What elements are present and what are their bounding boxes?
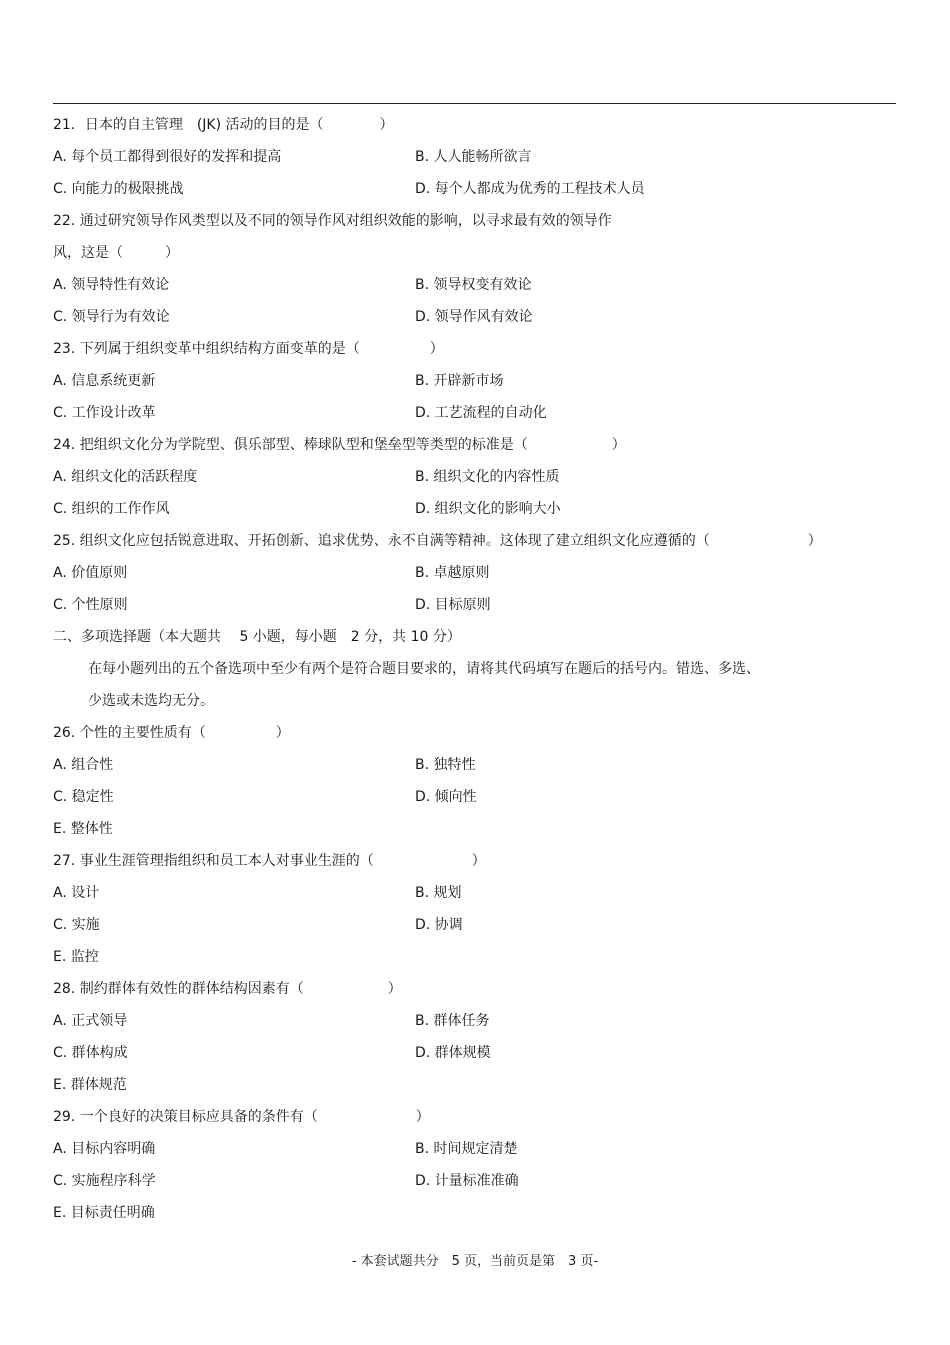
option-right: D. 组织文化的影响大小 [415, 501, 561, 517]
question-line: 27. 事业生涯管理指组织和员工本人对事业生涯的（ ） [53, 853, 486, 869]
option-row [53, 1170, 903, 1202]
option-left: C. 向能力的极限挑战 [53, 181, 184, 197]
option-row [53, 754, 903, 786]
option-left: A. 正式领导 [53, 1013, 128, 1029]
option-row [53, 178, 903, 210]
question-line: 26. 个性的主要性质有（ ） [53, 725, 290, 741]
option-right: D. 协调 [415, 917, 463, 933]
option-left: C. 稳定性 [53, 789, 114, 805]
question-line: E. 监控 [53, 949, 99, 965]
question-line: E. 目标责任明确 [53, 1205, 155, 1221]
option-left: A. 目标内容明确 [53, 1141, 156, 1157]
option-row [53, 274, 903, 306]
option-right: B. 独特性 [415, 757, 476, 773]
instruction-line: 在每小题列出的五个备选项中至少有两个是符合题目要求的，请将其代码填写在题后的括号内。错选、多选、 [88, 661, 760, 677]
option-right: D. 每个人都成为优秀的工程技术人员 [415, 181, 645, 197]
option-right: B. 时间规定清楚 [415, 1141, 518, 1157]
option-right: D. 倾向性 [415, 789, 477, 805]
option-left: C. 领导行为有效论 [53, 309, 170, 325]
option-left: C. 工作设计改革 [53, 405, 156, 421]
question-line: 28. 制约群体有效性的群体结构因素有（ ） [53, 981, 402, 997]
option-row [53, 370, 903, 402]
option-right: D. 领导作风有效论 [415, 309, 533, 325]
option-row [53, 1010, 903, 1042]
option-row [53, 562, 903, 594]
option-row [53, 786, 903, 818]
option-row [53, 402, 903, 434]
option-left: C. 组织的工作作风 [53, 501, 170, 517]
option-left: C. 实施 [53, 917, 100, 933]
option-row [53, 882, 903, 914]
option-right: D. 计量标准准确 [415, 1173, 519, 1189]
option-row [53, 306, 903, 338]
question-line: 22. 通过研究领导作风类型以及不同的领导作风对组织效能的影响，以寻求最有效的领导作 [53, 213, 612, 229]
option-left: A. 信息系统更新 [53, 373, 156, 389]
option-left: A. 组合性 [53, 757, 114, 773]
option-row [53, 1042, 903, 1074]
option-left: C. 实施程序科学 [53, 1173, 156, 1189]
question-line: E. 群体规范 [53, 1077, 127, 1093]
option-right: B. 领导权变有效论 [415, 277, 532, 293]
page-footer: - 本套试题共分 5 页，当前页是第 3 页- [351, 1254, 599, 1269]
option-left: C. 个性原则 [53, 597, 128, 613]
option-left: C. 群体构成 [53, 1045, 128, 1061]
option-right: D. 工艺流程的自动化 [415, 405, 547, 421]
option-left: A. 价值原则 [53, 565, 128, 581]
question-line: 风，这是（ ） [53, 245, 179, 261]
option-left: A. 组织文化的活跃程度 [53, 469, 198, 485]
option-row [53, 466, 903, 498]
question-line: 23. 下列属于组织变革中组织结构方面变革的是（ ） [53, 341, 444, 357]
option-row [53, 914, 903, 946]
option-right: D. 群体规模 [415, 1045, 491, 1061]
option-right: B. 开辟新市场 [415, 373, 504, 389]
option-row [53, 498, 903, 530]
instruction-line: 少选或未选均无分。 [88, 693, 214, 709]
option-right: D. 目标原则 [415, 597, 491, 613]
header-rule [53, 103, 896, 104]
question-line: 29. 一个良好的决策目标应具备的条件有（ ） [53, 1109, 430, 1125]
exam-content [53, 114, 903, 1234]
option-right: B. 组织文化的内容性质 [415, 469, 560, 485]
question-line: 21．日本的自主管理 (JK) 活动的目的是（ ） [53, 117, 394, 133]
question-line: E. 整体性 [53, 821, 113, 837]
option-right: B. 人人能畅所欲言 [415, 149, 532, 165]
option-left: A. 领导特性有效论 [53, 277, 170, 293]
option-right: B. 群体任务 [415, 1013, 490, 1029]
option-row [53, 594, 903, 626]
question-line: 二、多项选择题（本大题共 5 小题，每小题 2 分，共 10 分） [53, 629, 461, 645]
question-line: 24. 把组织文化分为学院型、俱乐部型、棒球队型和堡垒型等类型的标准是（ ） [53, 437, 626, 453]
option-left: A. 每个员工都得到很好的发挥和提高 [53, 149, 282, 165]
option-right: B. 规划 [415, 885, 462, 901]
question-line: 25. 组织文化应包括锐意进取、开拓创新、追求优势、永不自满等精神。这体现了建立组织文化应遵循的（ ） [53, 533, 822, 549]
option-right: B. 卓越原则 [415, 565, 490, 581]
option-row [53, 1138, 903, 1170]
option-row [53, 146, 903, 178]
option-left: A. 设计 [53, 885, 100, 901]
